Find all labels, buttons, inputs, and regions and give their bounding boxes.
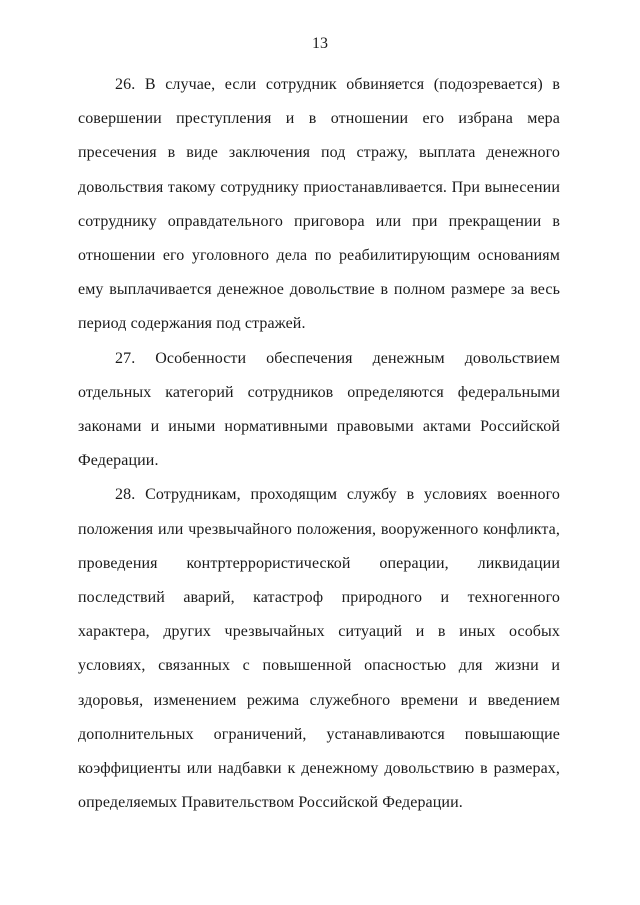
paragraph-28: 28. Сотрудникам, проходящим службу в условиях военного положения или чрезвычайного положения, вооруженного конфликта, проведения контртеррористической операции, ликвидации последствий аварий, катастроф природного и техногенного характера, других чрезвычайных ситуаций и в иных особых условиях, связанных с повышенной опасностью для жизни и здоровья, изменением режима служебного времени и введением дополнительных ограничений, устанавливаются повышающие коэффициенты или надбавки к денежному довольствию в размерах, определяемых Правительством Российской Федерации. (78, 486, 560, 812)
paragraph-26: 26. В случае, если сотрудник обвиняется (подозревается) в совершении преступления и в отношении его избрана мера пресечения в виде заключения под стражу, выплата денежного довольствия такому сотруднику приостанавливается. При вынесении сотруднику оправдательного приговора или при прекращении в отношении его уголовного дела по реабилитирующим основаниям ему выплачивается денежное довольствие в полном размере за весь период содержания под стражей. (78, 76, 560, 333)
page-number: 13 (312, 35, 328, 52)
paragraph-27: 27. Особенности обеспечения денежным довольствием отдельных категорий сотрудников определяются федеральными законами и иными нормативными правовыми актами Российской Федерации. (78, 349, 560, 470)
document-body (78, 68, 560, 820)
